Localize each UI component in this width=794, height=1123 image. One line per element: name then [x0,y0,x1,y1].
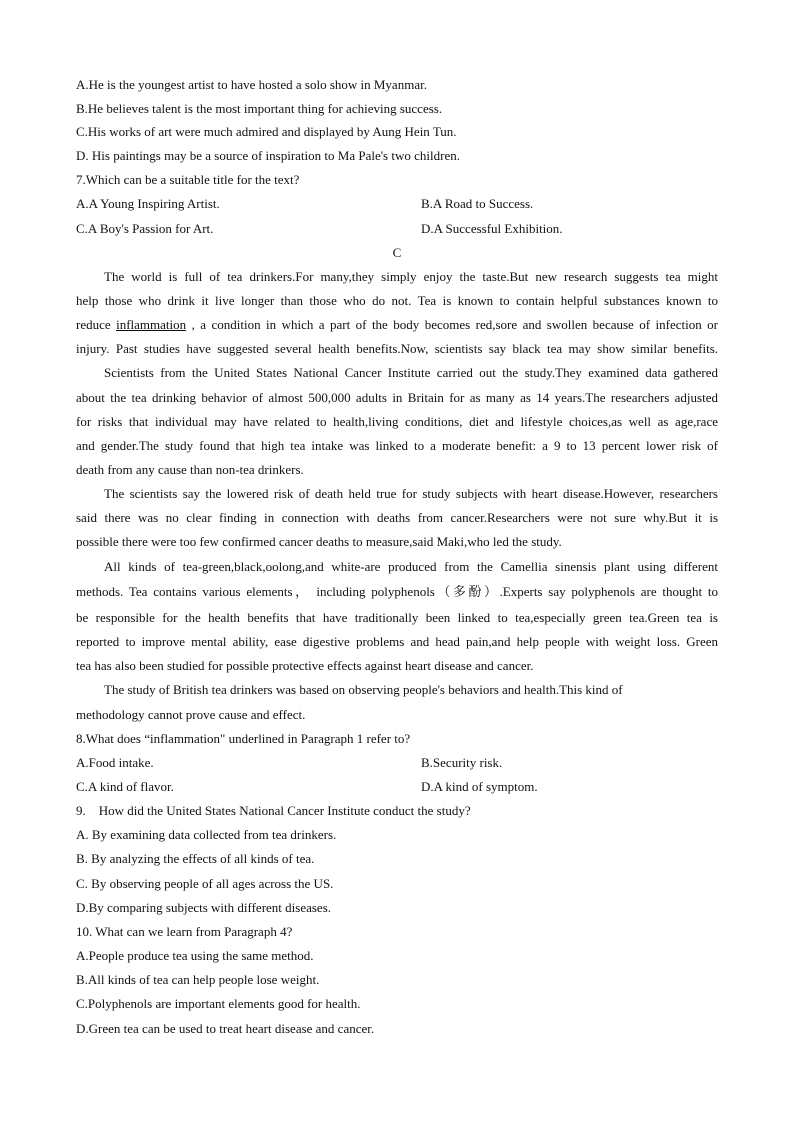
q8-option-a: A.Food intake. [76,755,154,770]
text-run: , a condition in which a part of the body becomes red,sore and swollen because of infection or [186,317,718,332]
paragraph-3-line: The scientists say the lowered risk of death held true for study subjects with heart disease.However, researchers [104,486,718,501]
paragraph-2-line: Scientists from the United States National Cancer Institute carried out the study.They examined data gathered [104,365,718,380]
q8-option-d: D.A kind of symptom. [421,779,538,794]
q7-option-b: B.A Road to Success. [421,196,534,211]
paragraph-4-line: All kinds of tea-green,black,oolong,and white-are produced from the Camellia sinensis plant using different [104,559,718,574]
q9-stem: 9. How did the United States National Cancer Institute conduct the study? [76,803,471,818]
q10-option-b: B.All kinds of tea can help people lose weight. [76,972,320,987]
q7-stem: 7.Which can be a suitable title for the text? [76,172,300,187]
paragraph-2-line: about the tea drinking behavior of almost 500,000 adults in Britain for as many as 14 years.The researchers adjusted [76,390,718,405]
text-run: reduce [76,317,117,332]
paragraph-5-line: The study of British tea drinkers was based on observing people's behaviors and health.This kind of [104,682,623,697]
paragraph-1-line: help those who drink it live longer than those who do not. Tea is known to contain helpful substances known to [76,293,718,308]
paragraph-4-line: methods. Tea contains various elements， including polyphenols（多酚）.Experts say polyphenols are thought to [76,584,718,599]
paragraph-2-line: for risks that individual may have related to health,living conditions, diet and lifestyle choices,as well as age,race [76,414,718,429]
q8-stem: 8.What does “inflammation" underlined in Paragraph 1 refer to? [76,731,411,746]
paragraph-2-line: and gender.The study found that high tea intake was linked to a moderate benefit: a 9 to 13 percent lower risk of [76,438,718,453]
q10-option-d: D.Green tea can be used to treat heart disease and cancer. [76,1021,375,1036]
paragraph-3-line: said there was no clear finding in connection with deaths from cancer.Researchers were not sure why.But it is [76,510,718,525]
paragraph-1-line [76,313,718,337]
q6-option-c: C.His works of art were much admired and displayed by Aung Hein Tun. [76,124,457,139]
q9-option-b: B. By analyzing the effects of all kinds of tea. [76,851,315,866]
q8-option-c: C.A kind of flavor. [76,779,174,794]
underlined-word: inflammation [116,317,187,332]
q9-option-d: D.By comparing subjects with different diseases. [76,900,332,915]
paragraph-4-line: be responsible for the health benefits that have traditionally been linked to tea,especially green tea.Green tea is [76,610,718,625]
q10-stem: 10. What can we learn from Paragraph 4? [76,924,293,939]
paragraph-4-line: reported to improve mental ability, ease digestive problems and head pain,and help people with weight loss. Green [76,634,718,649]
paragraph-1-line: The world is full of tea drinkers.For many,they simply enjoy the taste.But new research suggests tea might [104,269,718,284]
paragraph-2-line: death from any cause than non-tea drinkers. [76,462,304,477]
q7-option-a: A.A Young Inspiring Artist. [76,196,220,211]
q7-option-c: C.A Boy's Passion for Art. [76,221,214,236]
q6-option-a: A.He is the youngest artist to have hosted a solo show in Myanmar. [76,77,427,92]
q9-option-a: A. By examining data collected from tea drinkers. [76,827,337,842]
q9-option-c: C. By observing people of all ages across the US. [76,876,334,891]
section-heading: C [392,245,402,260]
q10-option-a: A.People produce tea using the same method. [76,948,314,963]
paragraph-3-line: possible there were too few confirmed cancer deaths to measure,said Maki,who led the study. [76,534,562,549]
paragraph-5-line: methodology cannot prove cause and effect. [76,707,306,722]
paragraph-1-line: injury. Past studies have suggested several health benefits.Now, scientists say black tea may show similar benefits. [76,341,718,356]
q6-option-d: D. His paintings may be a source of inspiration to Ma Pale's two children. [76,148,460,163]
q8-option-b: B.Security risk. [421,755,503,770]
q7-option-d: D.A Successful Exhibition. [421,221,563,236]
q6-option-b: B.He believes talent is the most important thing for achieving success. [76,101,443,116]
paragraph-4-line: tea has also been studied for possible protective effects against heart disease and cancer. [76,658,534,673]
q10-option-c: C.Polyphenols are important elements good for health. [76,996,361,1011]
